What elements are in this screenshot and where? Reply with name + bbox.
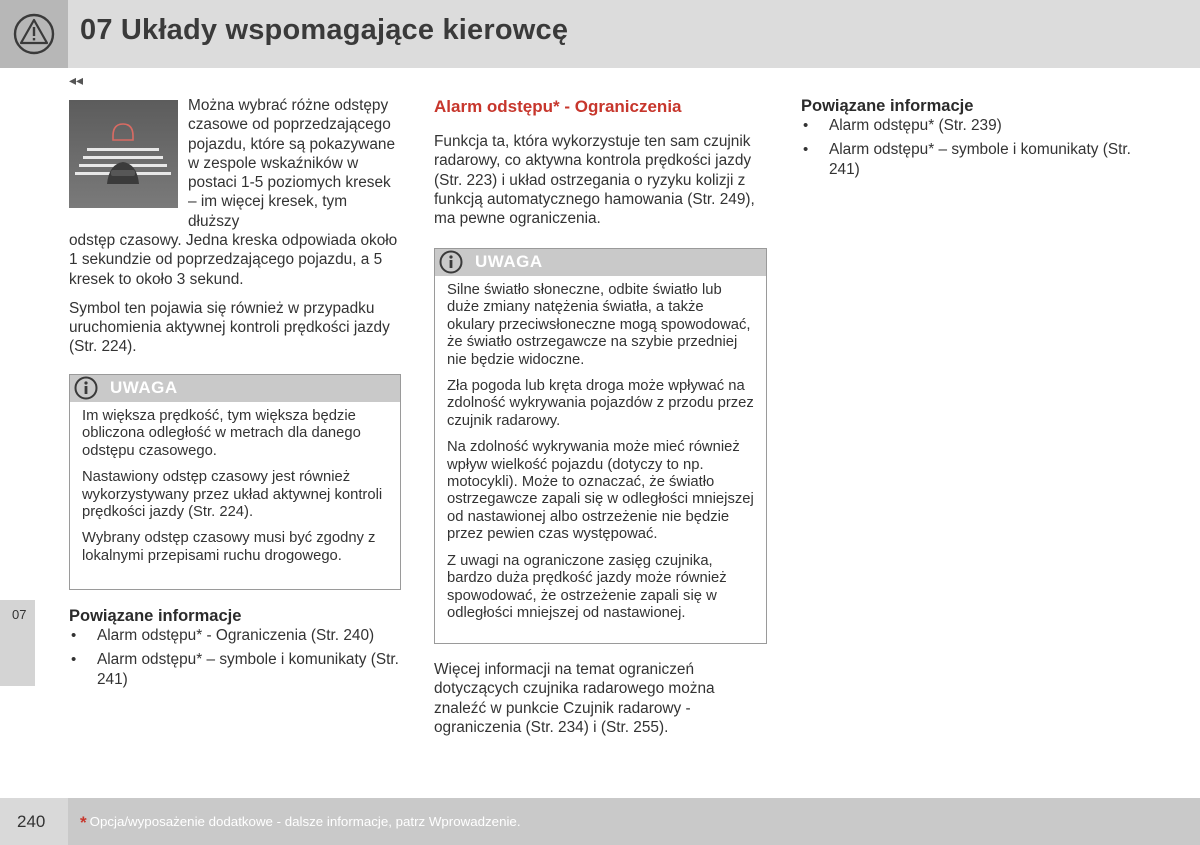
related-link[interactable]: • Alarm odstępu* – symbole i komunikaty (Str. 241) (801, 140, 1141, 179)
note-paragraph: Na zdolność wykrywania może mieć również wpływ wielkość pojazdu (dotyczy to np. motocykli). Może to oznaczać, że światło ostrzegawcze zapali się w odległości mniejszej od nastawionej albo ostrzeżenie nie będzie przez pewien czas występować. (447, 439, 754, 543)
chapter-side-tab-label: 07 (12, 607, 27, 622)
section-title: Alarm odstępu* - Ograniczenia (434, 97, 682, 116)
intro-text-part2: odstęp czasowy. Jedna kreska odpowiada około 1 sekundzie od poprzedzającego pojazdu, a 5 kresek to około 3 sekund. (69, 232, 398, 288)
related-info-1 (69, 606, 399, 689)
warning-triangle-icon (0, 0, 68, 68)
related-info-2 (801, 96, 1141, 179)
note-paragraph: Wybrany odstęp czasowy musi być zgodny z lokalnymi przepisami ruchu drogowego. (82, 530, 376, 564)
back-arrows-icon[interactable]: ◂◂ (69, 72, 84, 88)
related-title: Powiązane informacje (69, 607, 242, 625)
note-paragraph: Im większa prędkość, tym większa będzie obliczona odległość w metrach dla danego odstępu czasowego. (82, 408, 361, 459)
footnote (80, 813, 521, 833)
related-title: Powiązane informacje (801, 97, 974, 115)
note-paragraph: Zła pogoda lub kręta droga może wpływać na zdolność wykrywania pojazdów z przodu przez czujnik radarowy. (447, 378, 754, 429)
note-paragraph: Z uwagi na ograniczone zasięg czujnika, bardzo duża prędkość jazdy może również spowodować, że ostrzeżenie zapali się w odległości mniejszej od nastawionej. (447, 552, 727, 621)
col2-content (434, 96, 766, 228)
note-paragraph: Silne światło słoneczne, odbite światło lub duże zmiany natężenia światła, a także okulary przeciwsłoneczne mogą spowodować, że światło ostrzegawcze na szybie przedniej nie będzie widoczne. (447, 282, 751, 368)
chapter-title: 07 Układy wspomagające kierowcę (80, 14, 569, 46)
note-body (70, 402, 400, 571)
related-link[interactable]: • Alarm odstępu* (Str. 239) (801, 116, 1141, 135)
note-box-1 (69, 374, 401, 590)
info-icon (439, 250, 463, 274)
note-body (435, 276, 766, 628)
header-icon-box (0, 0, 68, 68)
page-number: 240 (17, 812, 46, 831)
col1-content (69, 231, 399, 357)
intro-paragraph-wrap (188, 96, 398, 231)
distance-indicator-illustration (69, 100, 178, 208)
related-link[interactable]: • Alarm odstępu* – symbole i komunikaty (Str. 241) (69, 650, 399, 689)
footnote-text: Opcja/wyposażenie dodatkowe - dalsze informacje, patrz Wprowadzenie. (89, 814, 521, 829)
related-list (69, 626, 399, 689)
note-label: UWAGA (475, 252, 543, 271)
info-icon (74, 376, 98, 400)
more-info-paragraph (434, 660, 762, 737)
note-paragraph: Nastawiony odstęp czasowy jest również wykorzystywany przez układ aktywnej kontroli prędkości jazdy (Str. 224). (82, 469, 383, 521)
note-box-2 (434, 248, 767, 644)
note-header (435, 249, 766, 276)
footnote-star: * (80, 813, 87, 832)
intro-text-part1: Można wybrać różne odstępy czasowe od poprzedzającego pojazdu, które są pokazywane w zespole wskaźników w postaci 1-5 poziomych kresek – im więcej kresek, tym dłuższy (188, 97, 396, 230)
symbol-paragraph: Symbol ten pojawia się również w przypadku uruchomienia aktywnej kontroli prędkości jazdy (Str. 224). (69, 299, 390, 356)
note-label: UWAGA (110, 378, 178, 397)
limitations-intro: Funkcja ta, która wykorzystuje ten sam czujnik radarowy, co aktywna kontrola prędkości jazdy (Str. 223) i układ ostrzegania o ryzyku kolizji z funkcją automatycznego hamowania (Str. 249), ma pewne ograniczenia. (434, 133, 755, 228)
related-link[interactable]: • Alarm odstępu* - Ograniczenia (Str. 240) (69, 626, 399, 645)
note-header (70, 375, 400, 402)
related-list (801, 116, 1141, 179)
more-info-text: Więcej informacji na temat ograniczeń dotyczących czujnika radarowego można znaleźć w punkcie Czujnik radarowy - ograniczenia (Str. 234) i (Str. 255). (434, 661, 715, 736)
